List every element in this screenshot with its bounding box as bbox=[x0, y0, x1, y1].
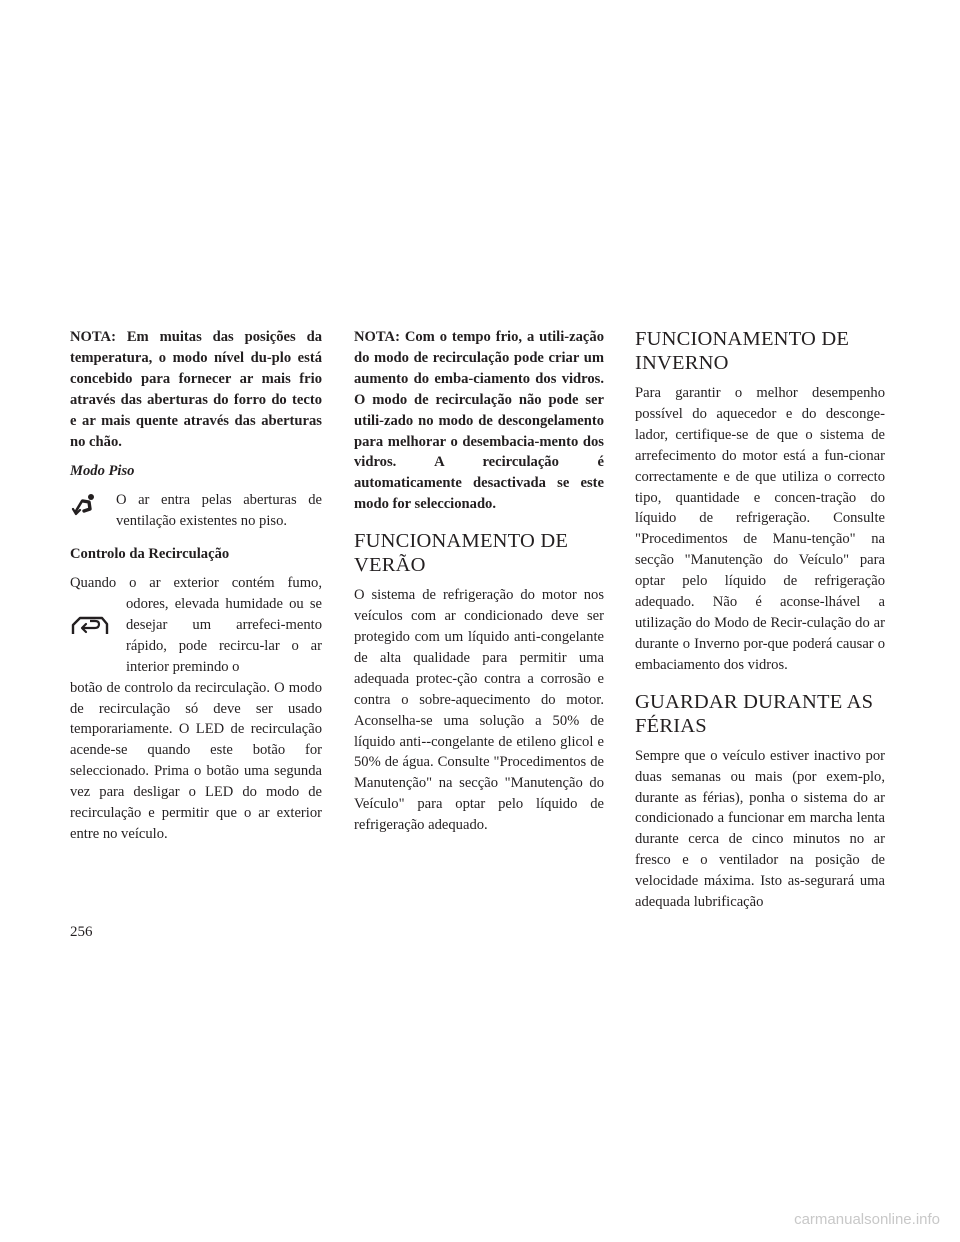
note-cold-weather: NOTA: Com o tempo frio, a utili-zação do modo de recirculação pode criar um aumento do emba-ciamento dos vidros. O modo de recirculação não pode ser utili-zado no modo de descongelamento para melhorar o desembacia-mento dos vidros. A recirculação é automaticamente desactivada se este modo for seleccionado. bbox=[354, 329, 604, 513]
column-right bbox=[635, 327, 885, 913]
modo-piso-text: O ar entra pelas aberturas de ventilação existentes no piso. bbox=[116, 492, 322, 530]
vacation-body: Sempre que o veículo estiver inactivo por duas semanas ou mais (por exem-plo, durante as férias), ponha o sistema do ar condicionado a funcionar em marcha lenta durante cerca de cinco minutos no ar fresco e o ventilador na posição de velocidade máxima. Isto as-segurará uma adequada lubrificação bbox=[635, 747, 885, 911]
column-left bbox=[70, 327, 322, 845]
modo-piso-title: Modo Piso bbox=[70, 463, 135, 480]
modo-piso-block bbox=[70, 490, 322, 532]
note-dual-level: NOTA: Em muitas das posições da temperatura, o modo nível du-plo está concebido para fornecer ar mais frio através das aberturas do forro do tecto e ar mais quente através das aberturas no chão. bbox=[70, 329, 322, 450]
heading-summer-operation: FUNCIONAMENTO DE VERÃO bbox=[354, 530, 569, 577]
recirc-title: Controlo da Recirculação bbox=[70, 546, 230, 563]
heading-winter-operation: FUNCIONAMENTO DE INVERNO bbox=[635, 328, 850, 374]
recirc-indented: odores, elevada humidade ou se desejar um arrefeci-mento rápido, pode recircu-lar o ar interior premindo o bbox=[126, 595, 322, 675]
page-number: 256 bbox=[70, 924, 93, 940]
recirc-block bbox=[70, 594, 322, 678]
recirculation-car-icon bbox=[70, 614, 110, 645]
recirc-rest: botão de controlo da recirculação. O modo de recirculação só deve ser usado temporariamente. O LED de recirculação acende-se quando este botão for seleccionado. Prima o botão uma segunda vez para desligar o LED do modo de recirculação e permitir que o ar exterior entre no veículo. bbox=[70, 679, 322, 842]
heading-vacation-storage: GUARDAR DURANTE AS FÉRIAS bbox=[635, 690, 874, 737]
summer-body: O sistema de refrigeração do motor nos veículos com ar condicionado deve ser protegido com um líquido anti-congelante de alta qualidade para permitir uma adequada protec-ção contra a corrosão e contra o sobre-aquecimento do motor. Aconselha-se uma solução a 50% de líquido anti--congelante de etileno glicol e 50% de água. Consulte "Procedimentos de Manutenção" na secção "Manutenção do Veículo" para optar pelo líquido de refrigeração adequado. bbox=[354, 587, 604, 834]
column-middle bbox=[354, 327, 604, 836]
winter-body: Para garantir o melhor desempenho possível do aquecedor e do desconge-lador, certifique-se de que o sistema de arrefecimento do motor está a fun-cionar correctamente e de que utiliza o correcto tipo, quantidade e concen-tração do líquido de refrigeração. Consulte "Procedimentos de Manu-tenção" na secção "Manutenção do Veículo" para optar pelo líquido de refrigeração adequado. Não é aconse-lhável a utilização do Modo de Recir-culação do ar durante o Inverno por-que poderá causar o embaciamento dos vidros. bbox=[635, 385, 885, 673]
watermark: carmanualsonline.info bbox=[794, 1211, 940, 1228]
recirc-first-line: Quando o ar exterior contém fumo, bbox=[70, 575, 322, 592]
floor-vent-icon bbox=[70, 492, 100, 529]
